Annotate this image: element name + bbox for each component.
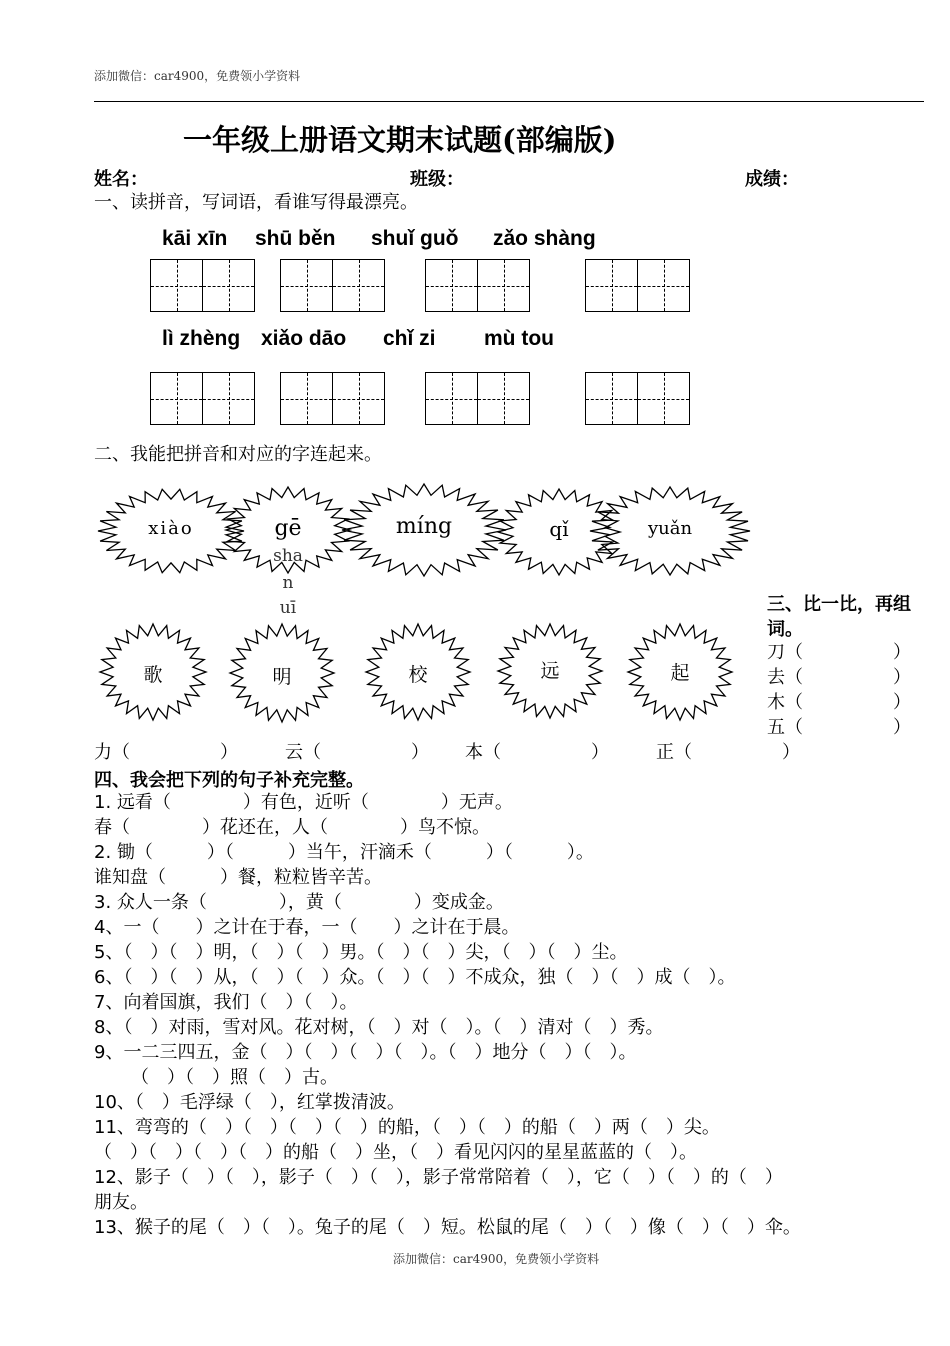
writing-grid[interactable] xyxy=(150,372,254,425)
compare-item: 力（ ） xyxy=(94,742,238,763)
compare-item: 云（ ） xyxy=(285,742,429,763)
question-line: 3. 众人一条（ ），黄（ ）变成金。 xyxy=(94,892,504,913)
burst-pinyin: míng xyxy=(395,514,453,539)
question-line: 春（ ）花还在，人（ ）鸟不惊。 xyxy=(94,817,490,838)
section4-lines xyxy=(94,790,801,1240)
pinyin-label: shū běn xyxy=(255,227,336,250)
pinyin-label: chǐ zi xyxy=(383,327,436,350)
writing-grid[interactable] xyxy=(280,372,384,425)
burst-char: 校 xyxy=(408,664,428,686)
compare-item: 本（ ） xyxy=(465,742,609,763)
pinyin-label: kāi xīn xyxy=(162,227,228,250)
compare-item: 去（ ） xyxy=(767,667,911,688)
pinyin-label: mù tou xyxy=(484,327,554,350)
question-line: 4、一（ ）之计在于春，一（ ）之计在于晨。 xyxy=(94,917,520,938)
class-label: 班级： xyxy=(410,169,464,190)
burst-char: 起 xyxy=(670,662,690,684)
compare-item: 五（ ） xyxy=(767,717,911,738)
question-line: 5、（ ）（ ）明，（ ）（ ）男。（ ）（ ）尖，（ ）（ ）尘。 xyxy=(94,942,628,963)
question-line: 8、（ ）对雨，雪对风。花对树，（ ）对（ ）。（ ）清对（ ）秀。 xyxy=(94,1017,664,1038)
burst-pinyin: gē xyxy=(274,516,302,541)
question-line: 12、影子（ ）（ ），影子（ ）（ ），影子常常陪着（ ），它（ ）（ ）的（ ） xyxy=(94,1167,783,1188)
stray-pinyin: sha xyxy=(273,546,303,566)
question-line: 11、弯弯的（ ）（ ）（ ）（ ）的船，（ ）（ ）的船（ ）两（ ）尖。 xyxy=(94,1117,720,1138)
question-line: 1. 远看（ ）有色，近听（ ）无声。 xyxy=(94,792,513,813)
name-label: 姓名： xyxy=(94,169,148,190)
writing-grid[interactable] xyxy=(425,372,529,425)
burst-pinyin: xiào xyxy=(148,518,194,539)
burst-pinyin: yuǎn xyxy=(647,518,693,539)
question-line: 谁知盘（ ）餐，粒粒皆辛苦。 xyxy=(94,867,382,888)
pinyin-label: shuǐ guǒ xyxy=(371,227,459,250)
stray-pinyin: n xyxy=(282,573,294,593)
compare-item: 刀（ ） xyxy=(767,642,911,663)
section1-title: 一、读拼音，写词语，看谁写得最漂亮。 xyxy=(94,192,418,213)
compare-item: 木（ ） xyxy=(767,692,911,713)
writing-grid[interactable] xyxy=(150,259,254,312)
question-line: 2. 锄（ ）（ ）当午，汗滴禾（ ）（ ）。 xyxy=(94,842,594,863)
writing-grid[interactable] xyxy=(425,259,529,312)
footer-note: 添加微信：car4900，免费领小学资料 xyxy=(393,1252,600,1266)
section3-title: 三、比一比，再组词。 xyxy=(767,594,911,640)
pinyin-label: xiǎo dāo xyxy=(261,327,347,350)
stray-pinyin: uī xyxy=(279,598,297,618)
writing-grid[interactable] xyxy=(280,259,384,312)
pinyin-label: lì zhèng xyxy=(162,327,241,350)
question-line: 10、（ ）毛浮绿（ ），红掌拨清波。 xyxy=(94,1092,405,1113)
section2-title: 二、我能把拼音和对应的字连起来。 xyxy=(94,444,382,465)
question-line: （ ）（ ）（ ）（ ）的船（ ）坐，（ ）看见闪闪的星星蓝蓝的（ ）。 xyxy=(94,1142,697,1163)
burst-pinyin: qǐ xyxy=(549,517,569,541)
pinyin-label: zǎo shàng xyxy=(493,227,596,250)
writing-grid[interactable] xyxy=(585,372,689,425)
question-line: 7、向着国旗，我们（ ）（ ）。 xyxy=(94,992,358,1013)
score-label: 成绩： xyxy=(745,169,799,190)
question-line: 朋友。 xyxy=(94,1192,148,1213)
writing-grid[interactable] xyxy=(585,259,689,312)
section4-title: 四、我会把下列的句子补充完整。 xyxy=(94,770,364,791)
question-line: 13、猴子的尾（ ）（ ）。兔子的尾（ ）短。松鼠的尾（ ）（ ）像（ ）（ ）伞。 xyxy=(94,1217,801,1238)
burst-char: 歌 xyxy=(143,664,163,686)
question-line: （ ）（ ）照（ ）古。 xyxy=(122,1067,338,1088)
question-line: 9、一二三四五，金（ ）（ ）（ ）（ ）。（ ）地分（ ）（ ）。 xyxy=(94,1042,637,1063)
page-title: 一年级上册语文期末试题(部编版) xyxy=(183,123,617,157)
burst-char: 明 xyxy=(272,666,292,688)
compare-item: 正（ ） xyxy=(656,742,800,763)
burst-char: 远 xyxy=(540,660,560,682)
question-line: 6、（ ）（ ）从，（ ）（ ）众。（ ）（ ）不成众，独（ ）（ ）成（ ）。 xyxy=(94,967,736,988)
header-note: 添加微信：car4900，免费领小学资料 xyxy=(94,69,301,83)
header-rule xyxy=(94,101,924,102)
